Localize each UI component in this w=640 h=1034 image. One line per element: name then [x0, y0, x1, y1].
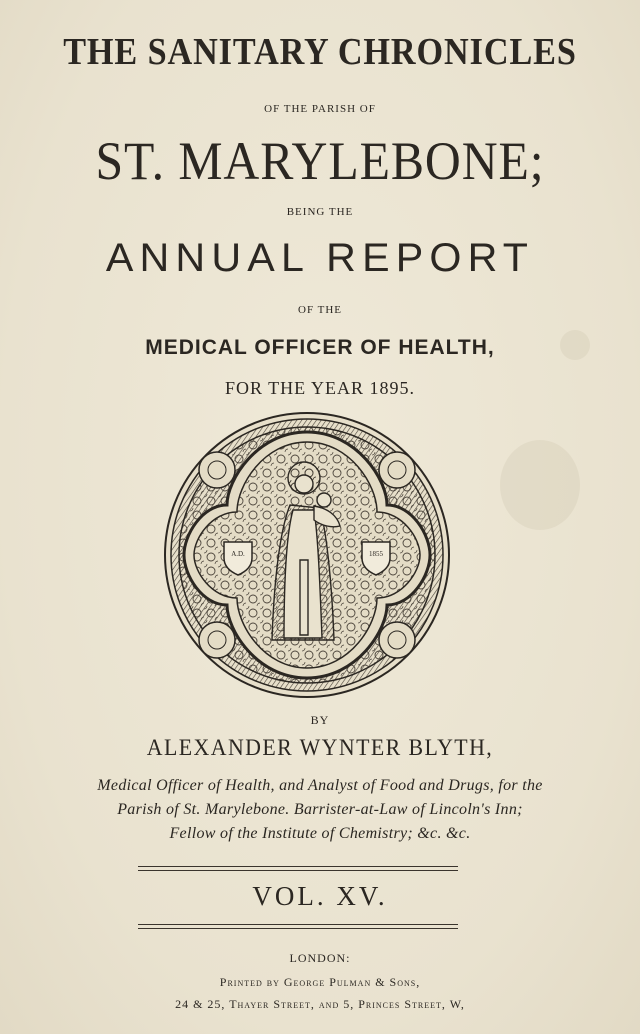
of-the-line: OF THE	[298, 304, 342, 316]
parish-seal-emblem	[162, 410, 452, 700]
divider-rule	[138, 866, 458, 867]
divider-rule	[138, 924, 458, 925]
imprint-address: 24 & 25, Thayer Street, and 5, Princes Street, W,	[175, 997, 465, 1011]
credentials-line: Parish of St. Marylebone. Barrister-at-Law of Lincoln's Inn;	[117, 801, 523, 818]
author-name: ALEXANDER WYNTER BLYTH,	[146, 735, 494, 760]
credentials-line: Fellow of the Institute of Chemistry; &c. &c.	[169, 825, 471, 842]
being-the-line: BEING THE	[286, 206, 354, 218]
divider-rule	[138, 870, 458, 871]
of-the-parish-line: OF THE PARISH OF	[264, 103, 376, 115]
officer-title: MEDICAL OFFICER OF HEALTH,	[145, 336, 495, 359]
credentials-line: Medical Officer of Health, and Analyst of Food and Drugs, for the	[97, 777, 543, 794]
divider-rule	[138, 928, 458, 929]
seal-right-shield-text: 1855	[369, 550, 383, 558]
year-line: FOR THE YEAR 1895.	[224, 378, 415, 398]
paper-stain	[500, 440, 580, 530]
main-title: THE SANITARY CHRONICLES	[63, 31, 577, 73]
imprint-printer: Printed by George Pulman & Sons,	[219, 975, 421, 989]
imprint-city: LONDON:	[289, 951, 351, 965]
seal-left-shield-text: A.D.	[231, 550, 245, 558]
by-line: BY	[310, 713, 330, 727]
parish-name: ST. MARYLEBONE;	[95, 131, 545, 191]
report-title: ANNUAL REPORT	[105, 236, 535, 280]
volume-label: VOL. XV.	[252, 881, 388, 911]
